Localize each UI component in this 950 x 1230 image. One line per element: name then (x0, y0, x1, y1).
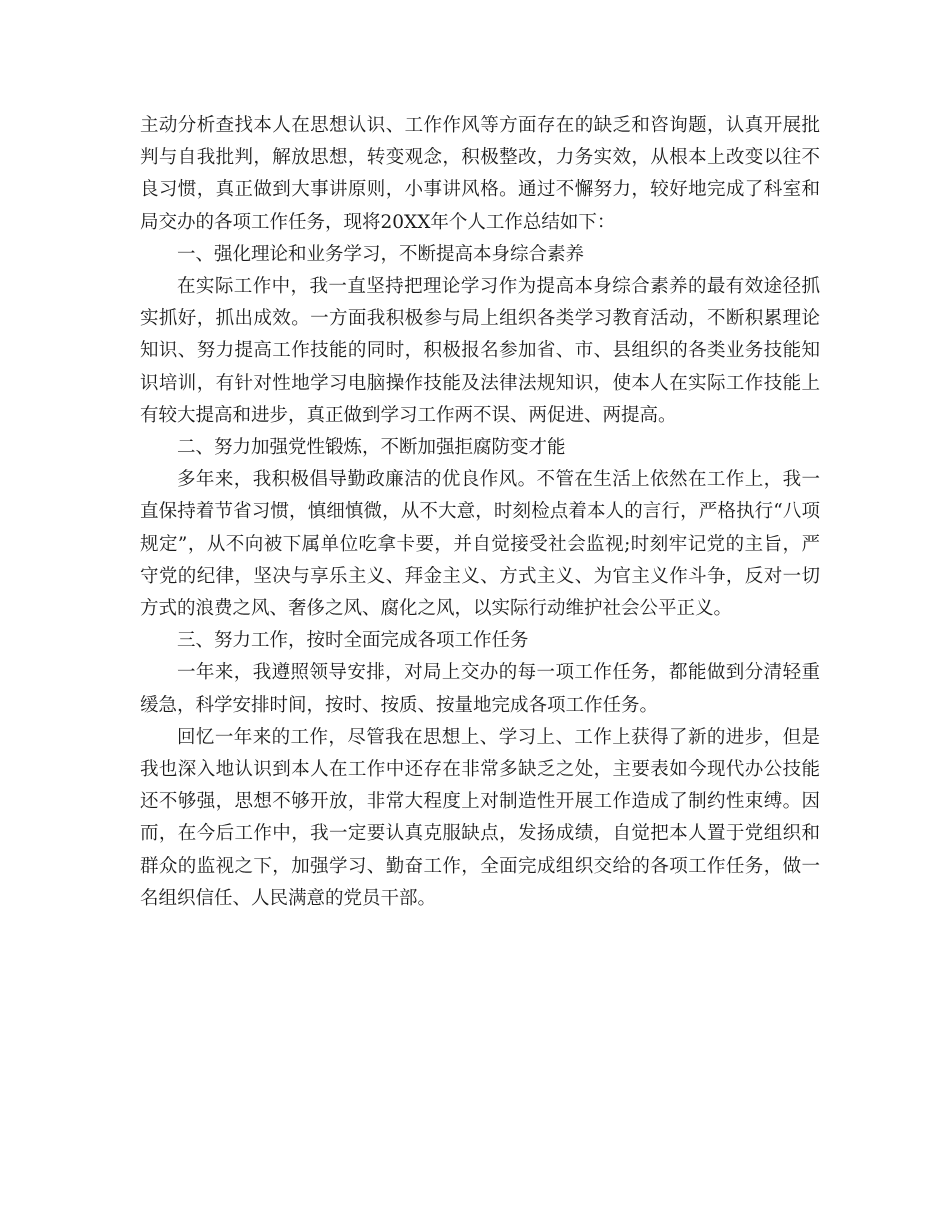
section-heading-1: 一、强化理论和业务学习，不断提高本身综合素养 (177, 243, 585, 265)
paragraph-intro: 主动分析查找本人在思想认识、工作作风等方面存在的缺乏和咨询题，认真开展批判与自我批判，解放思想，转变观念，积极整改，力务实效，从根本上改变以往不良习惯，真正做到大事讲原则，小事讲风格。通过不懈努力，较好地完成了科室和局交办的各项工作任务，现将20XX年个人工作总结如下： (140, 115, 820, 233)
paragraph-integrity: 多年来，我积极倡导勤政廉洁的优良作风。不管在生活上依然在工作上，我一直保持着节省习惯，慎细慎微，从不大意，时刻检点着本人的言行，严格执行“八项规定”，从不向被下属单位吃拿卡要，并自觉接受社会监视;时刻牢记党的主旨，严守党的纪律，坚决与享乐主义、拜金主义、方式主义、为官主义作斗争，反对一切方式的浪费之风、奢侈之风、腐化之风，以实际行动维护社会公平正义。 (140, 469, 820, 620)
paragraph-reflection: 回忆一年来的工作，尽管我在思想上、学习上、工作上获得了新的进步，但是我也深入地认识到本人在工作中还存在非常多缺乏之处，主要表如今现代办公技能还不够强，思想不够开放，非常大程度上对制造性开展工作造成了制约性束缚。因而，在今后工作中，我一定要认真克服缺点，发扬成绩，自觉把本人置于党组织和群众的监视之下，加强学习、勤奋工作，全面完成组织交给的各项工作任务，做一名组织信任、人民满意的党员干部。 (140, 726, 820, 909)
paragraph-tasks: 一年来，我遵照领导安排，对局上交办的每一项工作任务，都能做到分清轻重缓急，科学安排时间，按时、按质、按量地完成各项工作任务。 (140, 662, 820, 716)
section-heading-3: 三、努力工作，按时全面完成各项工作任务 (177, 630, 529, 652)
paragraph-study: 在实际工作中，我一直坚持把理论学习作为提高本身综合素养的最有效途径抓实抓好，抓出成效。一方面我积极参与局上组织各类学习教育活动，不断积累理论知识、努力提高工作技能的同时，积极报名参加省、市、县组织的各类业务技能知识培训，有针对性地学习电脑操作技能及法律法规知识，使本人在实际工作技能上有较大提高和进步，真正做到学习工作两不误、两促进、两提高。 (140, 276, 820, 426)
section-heading-2: 二、努力加强党性锻炼，不断加强拒腐防变才能 (177, 437, 566, 459)
document-body (140, 110, 820, 915)
